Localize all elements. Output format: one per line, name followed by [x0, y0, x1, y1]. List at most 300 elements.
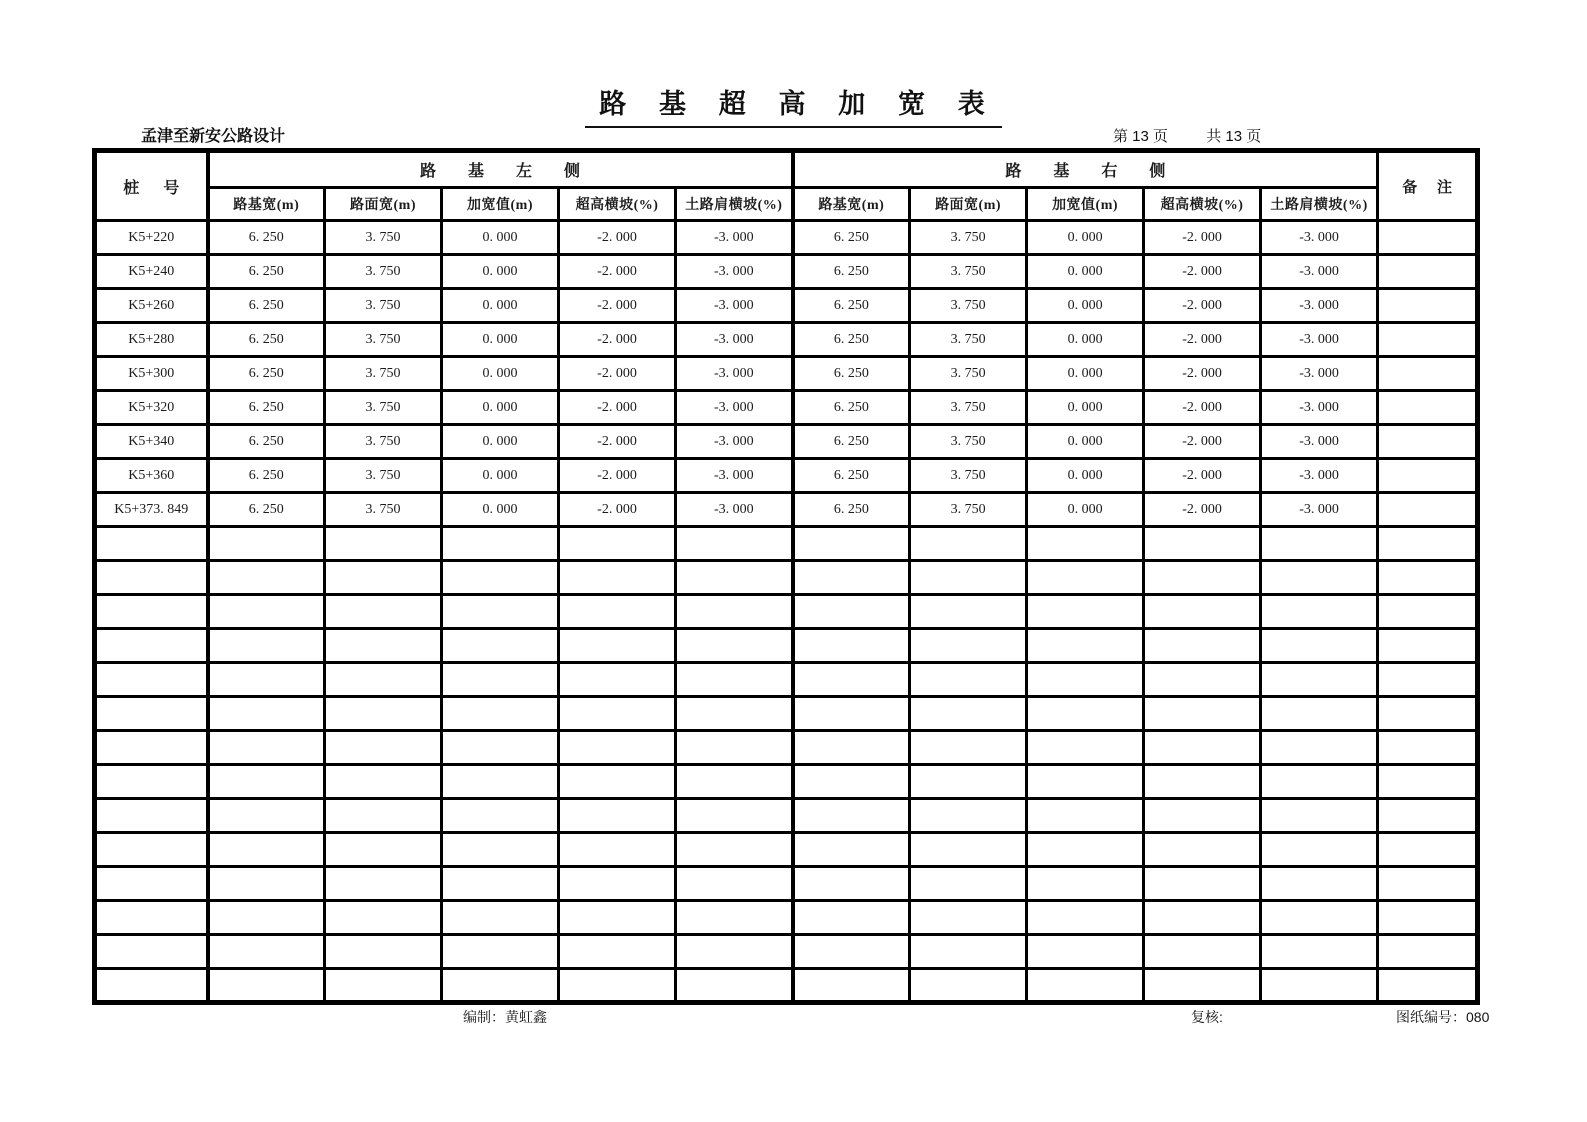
remark-column-header: 备 注	[1378, 151, 1478, 221]
value-cell	[910, 901, 1027, 935]
value-cell	[676, 663, 793, 697]
value-cell	[325, 697, 442, 731]
value-cell	[676, 969, 793, 1003]
value-cell: 6. 250	[793, 255, 910, 289]
remark-cell	[1378, 731, 1478, 765]
value-cell	[910, 799, 1027, 833]
value-cell: 6. 250	[208, 459, 325, 493]
value-cell: 6. 250	[793, 357, 910, 391]
value-cell	[1027, 969, 1144, 1003]
value-cell	[442, 935, 559, 969]
value-cell: -3. 000	[676, 323, 793, 357]
value-cell	[1027, 867, 1144, 901]
value-cell	[676, 833, 793, 867]
column-header: 路面宽(m)	[910, 188, 1027, 221]
value-cell	[676, 595, 793, 629]
value-cell: -2. 000	[559, 323, 676, 357]
value-cell	[793, 697, 910, 731]
value-cell	[442, 561, 559, 595]
value-cell: 3. 750	[910, 357, 1027, 391]
value-cell	[793, 731, 910, 765]
value-cell: -2. 000	[559, 391, 676, 425]
stake-cell: K5+240	[95, 255, 208, 289]
value-cell	[793, 901, 910, 935]
value-cell	[1261, 663, 1378, 697]
page-info	[1113, 125, 1261, 146]
value-cell: -2. 000	[559, 425, 676, 459]
remark-cell	[1378, 969, 1478, 1003]
value-cell	[325, 731, 442, 765]
value-cell	[208, 833, 325, 867]
value-cell: -2. 000	[1144, 425, 1261, 459]
value-cell: 0. 000	[1027, 289, 1144, 323]
value-cell	[793, 561, 910, 595]
value-cell: 6. 250	[208, 357, 325, 391]
value-cell: -3. 000	[676, 459, 793, 493]
value-cell	[442, 629, 559, 663]
value-cell	[1027, 663, 1144, 697]
column-header: 路基宽(m)	[793, 188, 910, 221]
value-cell: 6. 250	[793, 425, 910, 459]
value-cell	[1144, 629, 1261, 663]
value-cell	[1144, 969, 1261, 1003]
column-header: 超高横坡(%)	[559, 188, 676, 221]
value-cell	[676, 697, 793, 731]
table-row	[95, 901, 1478, 935]
page-total: 共 13 页	[1206, 128, 1262, 145]
value-cell	[208, 867, 325, 901]
value-cell	[1261, 867, 1378, 901]
table-row	[95, 629, 1478, 663]
value-cell	[325, 527, 442, 561]
value-cell: -3. 000	[1261, 221, 1378, 255]
value-cell	[1261, 969, 1378, 1003]
column-header: 加宽值(m)	[1027, 188, 1144, 221]
value-cell	[676, 935, 793, 969]
value-cell	[1027, 595, 1144, 629]
table-row	[95, 357, 1478, 391]
value-cell: -3. 000	[676, 493, 793, 527]
value-cell	[208, 799, 325, 833]
value-cell	[1261, 731, 1378, 765]
stake-cell	[95, 833, 208, 867]
value-cell: -2. 000	[1144, 493, 1261, 527]
value-cell	[793, 969, 910, 1003]
column-header-row	[95, 188, 1478, 221]
value-cell	[1144, 697, 1261, 731]
value-cell	[325, 765, 442, 799]
value-cell	[442, 799, 559, 833]
stake-cell	[95, 527, 208, 561]
table-row	[95, 935, 1478, 969]
remark-cell	[1378, 833, 1478, 867]
table-row	[95, 969, 1478, 1003]
value-cell	[1027, 901, 1144, 935]
stake-cell	[95, 799, 208, 833]
column-header: 土路肩横坡(%)	[676, 188, 793, 221]
stake-cell	[95, 731, 208, 765]
value-cell: 0. 000	[442, 255, 559, 289]
value-cell: 0. 000	[1027, 459, 1144, 493]
value-cell: -2. 000	[1144, 357, 1261, 391]
value-cell: -2. 000	[559, 255, 676, 289]
value-cell	[793, 935, 910, 969]
value-cell: -3. 000	[676, 391, 793, 425]
value-cell: -2. 000	[1144, 255, 1261, 289]
value-cell: -2. 000	[559, 221, 676, 255]
value-cell	[208, 595, 325, 629]
table-row	[95, 867, 1478, 901]
value-cell: -2. 000	[559, 493, 676, 527]
value-cell	[559, 799, 676, 833]
value-cell	[325, 595, 442, 629]
stake-cell: K5+220	[95, 221, 208, 255]
value-cell: 0. 000	[1027, 323, 1144, 357]
value-cell	[442, 867, 559, 901]
value-cell: 0. 000	[1027, 493, 1144, 527]
value-cell	[559, 731, 676, 765]
remark-cell	[1378, 765, 1478, 799]
value-cell: 0. 000	[1027, 357, 1144, 391]
value-cell: -3. 000	[1261, 357, 1378, 391]
value-cell: 6. 250	[793, 323, 910, 357]
column-header: 土路肩横坡(%)	[1261, 188, 1378, 221]
value-cell	[559, 697, 676, 731]
value-cell	[325, 935, 442, 969]
column-header: 路面宽(m)	[325, 188, 442, 221]
value-cell	[559, 935, 676, 969]
value-cell: -3. 000	[1261, 255, 1378, 289]
value-cell	[1261, 595, 1378, 629]
value-cell	[910, 629, 1027, 663]
value-cell	[1261, 697, 1378, 731]
value-cell	[325, 561, 442, 595]
value-cell: 3. 750	[325, 289, 442, 323]
value-cell	[1144, 765, 1261, 799]
value-cell: 0. 000	[442, 289, 559, 323]
value-cell: 6. 250	[208, 323, 325, 357]
value-cell	[1144, 595, 1261, 629]
remark-cell	[1378, 391, 1478, 425]
value-cell	[208, 663, 325, 697]
value-cell	[1144, 901, 1261, 935]
value-cell	[1261, 561, 1378, 595]
value-cell	[1027, 731, 1144, 765]
value-cell: 3. 750	[325, 493, 442, 527]
value-cell: -2. 000	[1144, 391, 1261, 425]
value-cell	[910, 527, 1027, 561]
value-cell: 3. 750	[910, 493, 1027, 527]
value-cell	[1144, 663, 1261, 697]
value-cell: 3. 750	[910, 323, 1027, 357]
value-cell: -3. 000	[1261, 391, 1378, 425]
table-row	[95, 765, 1478, 799]
value-cell	[325, 833, 442, 867]
value-cell: 6. 250	[793, 493, 910, 527]
value-cell	[793, 867, 910, 901]
value-cell: 3. 750	[325, 459, 442, 493]
value-cell	[676, 629, 793, 663]
stake-cell: K5+373. 849	[95, 493, 208, 527]
stake-cell: K5+360	[95, 459, 208, 493]
value-cell	[1144, 935, 1261, 969]
value-cell	[793, 595, 910, 629]
stake-cell	[95, 901, 208, 935]
table-row	[95, 493, 1478, 527]
value-cell	[910, 731, 1027, 765]
remark-cell	[1378, 459, 1478, 493]
value-cell	[208, 629, 325, 663]
value-cell: -2. 000	[1144, 221, 1261, 255]
remark-cell	[1378, 629, 1478, 663]
column-header: 路基宽(m)	[208, 188, 325, 221]
value-cell: 0. 000	[442, 459, 559, 493]
value-cell: -3. 000	[1261, 323, 1378, 357]
value-cell	[793, 833, 910, 867]
value-cell: -3. 000	[676, 425, 793, 459]
remark-cell	[1378, 425, 1478, 459]
value-cell: -2. 000	[1144, 459, 1261, 493]
value-cell	[676, 527, 793, 561]
value-cell	[1261, 799, 1378, 833]
value-cell	[325, 663, 442, 697]
value-cell	[910, 833, 1027, 867]
value-cell	[208, 765, 325, 799]
value-cell: 3. 750	[325, 391, 442, 425]
value-cell: -2. 000	[559, 459, 676, 493]
value-cell: 6. 250	[208, 221, 325, 255]
value-cell: 3. 750	[910, 289, 1027, 323]
column-header: 超高横坡(%)	[1144, 188, 1261, 221]
stake-cell	[95, 867, 208, 901]
remark-cell	[1378, 527, 1478, 561]
stake-cell	[95, 935, 208, 969]
page-number: 第 13 页	[1113, 128, 1169, 145]
value-cell	[1144, 731, 1261, 765]
table-row	[95, 595, 1478, 629]
value-cell	[793, 799, 910, 833]
remark-cell	[1378, 867, 1478, 901]
value-cell: -2. 000	[1144, 289, 1261, 323]
value-cell: -3. 000	[1261, 459, 1378, 493]
value-cell	[559, 629, 676, 663]
stake-cell	[95, 595, 208, 629]
value-cell	[1027, 799, 1144, 833]
value-cell	[1027, 697, 1144, 731]
value-cell	[442, 663, 559, 697]
value-cell: 0. 000	[442, 221, 559, 255]
value-cell	[208, 969, 325, 1003]
value-cell: 0. 000	[442, 493, 559, 527]
value-cell: -2. 000	[559, 289, 676, 323]
value-cell: -2. 000	[559, 357, 676, 391]
value-cell	[910, 697, 1027, 731]
value-cell: 6. 250	[208, 493, 325, 527]
value-cell	[1144, 799, 1261, 833]
value-cell: 6. 250	[208, 425, 325, 459]
remark-cell	[1378, 663, 1478, 697]
value-cell	[676, 765, 793, 799]
table-row	[95, 697, 1478, 731]
value-cell: -3. 000	[1261, 425, 1378, 459]
value-cell	[676, 901, 793, 935]
stake-cell	[95, 969, 208, 1003]
value-cell	[208, 935, 325, 969]
value-cell	[910, 561, 1027, 595]
value-cell	[442, 969, 559, 1003]
table-row	[95, 425, 1478, 459]
value-cell: 3. 750	[910, 459, 1027, 493]
value-cell: -2. 000	[1144, 323, 1261, 357]
value-cell: 3. 750	[325, 357, 442, 391]
value-cell	[1144, 561, 1261, 595]
remark-cell	[1378, 935, 1478, 969]
value-cell	[676, 867, 793, 901]
remark-cell	[1378, 901, 1478, 935]
value-cell: 6. 250	[793, 289, 910, 323]
table-row	[95, 221, 1478, 255]
value-cell	[910, 969, 1027, 1003]
value-cell	[559, 527, 676, 561]
value-cell: 3. 750	[910, 221, 1027, 255]
stake-cell	[95, 697, 208, 731]
value-cell	[208, 731, 325, 765]
drawing-number-label: 图纸编号：080	[1396, 1009, 1490, 1025]
value-cell	[676, 799, 793, 833]
value-cell	[559, 833, 676, 867]
value-cell	[442, 527, 559, 561]
value-cell	[559, 765, 676, 799]
stake-cell	[95, 765, 208, 799]
stake-column-header: 桩 号	[95, 151, 208, 221]
value-cell: 0. 000	[442, 391, 559, 425]
value-cell: 6. 250	[793, 391, 910, 425]
value-cell	[325, 969, 442, 1003]
value-cell: -3. 000	[1261, 493, 1378, 527]
value-cell: 6. 250	[793, 221, 910, 255]
value-cell	[1027, 629, 1144, 663]
table-row	[95, 527, 1478, 561]
value-cell: 0. 000	[1027, 391, 1144, 425]
table-row	[95, 799, 1478, 833]
value-cell	[1144, 527, 1261, 561]
value-cell: 0. 000	[442, 323, 559, 357]
value-cell	[1027, 935, 1144, 969]
value-cell	[1261, 527, 1378, 561]
table-row	[95, 255, 1478, 289]
value-cell	[325, 901, 442, 935]
value-cell	[910, 765, 1027, 799]
value-cell	[793, 663, 910, 697]
stake-cell	[95, 561, 208, 595]
value-cell	[910, 663, 1027, 697]
remark-cell	[1378, 289, 1478, 323]
value-cell	[559, 969, 676, 1003]
value-cell	[208, 901, 325, 935]
value-cell: 3. 750	[910, 255, 1027, 289]
value-cell	[1027, 527, 1144, 561]
value-cell	[442, 697, 559, 731]
reviewed-by-label: 复核:	[1191, 1009, 1223, 1025]
value-cell: -3. 000	[1261, 289, 1378, 323]
table-row	[95, 391, 1478, 425]
value-cell	[1261, 833, 1378, 867]
value-cell: 3. 750	[325, 221, 442, 255]
page-title: 路 基 超 高 加 宽 表	[585, 82, 1002, 128]
value-cell	[1027, 765, 1144, 799]
value-cell	[442, 731, 559, 765]
remark-cell	[1378, 255, 1478, 289]
value-cell: 0. 000	[1027, 255, 1144, 289]
title-container	[0, 82, 1587, 128]
value-cell: -3. 000	[676, 357, 793, 391]
table-row	[95, 459, 1478, 493]
value-cell	[793, 765, 910, 799]
table-row	[95, 833, 1478, 867]
value-cell	[1144, 833, 1261, 867]
remark-cell	[1378, 561, 1478, 595]
value-cell	[442, 595, 559, 629]
value-cell	[910, 867, 1027, 901]
value-cell	[793, 527, 910, 561]
remark-cell	[1378, 323, 1478, 357]
value-cell: -3. 000	[676, 289, 793, 323]
value-cell	[1027, 833, 1144, 867]
value-cell	[559, 595, 676, 629]
value-cell: 6. 250	[208, 255, 325, 289]
value-cell: 3. 750	[325, 323, 442, 357]
value-cell	[442, 833, 559, 867]
stake-cell	[95, 629, 208, 663]
table-body	[95, 221, 1478, 1003]
value-cell: 0. 000	[442, 425, 559, 459]
stake-cell: K5+320	[95, 391, 208, 425]
table-row	[95, 663, 1478, 697]
project-name: 孟津至新安公路设计	[141, 128, 286, 145]
value-cell: 3. 750	[910, 391, 1027, 425]
value-cell: 0. 000	[1027, 425, 1144, 459]
value-cell: 0. 000	[442, 357, 559, 391]
value-cell	[325, 629, 442, 663]
value-cell	[559, 663, 676, 697]
compiled-by-label: 编制：黄虹鑫	[463, 1009, 547, 1025]
table-row	[95, 289, 1478, 323]
table-row	[95, 323, 1478, 357]
remark-cell	[1378, 493, 1478, 527]
remark-cell	[1378, 357, 1478, 391]
remark-cell	[1378, 697, 1478, 731]
value-cell	[208, 697, 325, 731]
value-cell: -3. 000	[676, 255, 793, 289]
value-cell	[1027, 561, 1144, 595]
value-cell	[910, 595, 1027, 629]
remark-cell	[1378, 595, 1478, 629]
value-cell	[208, 561, 325, 595]
value-cell	[676, 561, 793, 595]
value-cell: 0. 000	[1027, 221, 1144, 255]
value-cell	[1144, 867, 1261, 901]
value-cell	[325, 799, 442, 833]
stake-cell: K5+260	[95, 289, 208, 323]
value-cell	[442, 901, 559, 935]
value-cell	[1261, 765, 1378, 799]
table-row	[95, 561, 1478, 595]
stake-cell: K5+280	[95, 323, 208, 357]
value-cell	[1261, 629, 1378, 663]
value-cell: 3. 750	[910, 425, 1027, 459]
value-cell: 6. 250	[793, 459, 910, 493]
value-cell	[325, 867, 442, 901]
